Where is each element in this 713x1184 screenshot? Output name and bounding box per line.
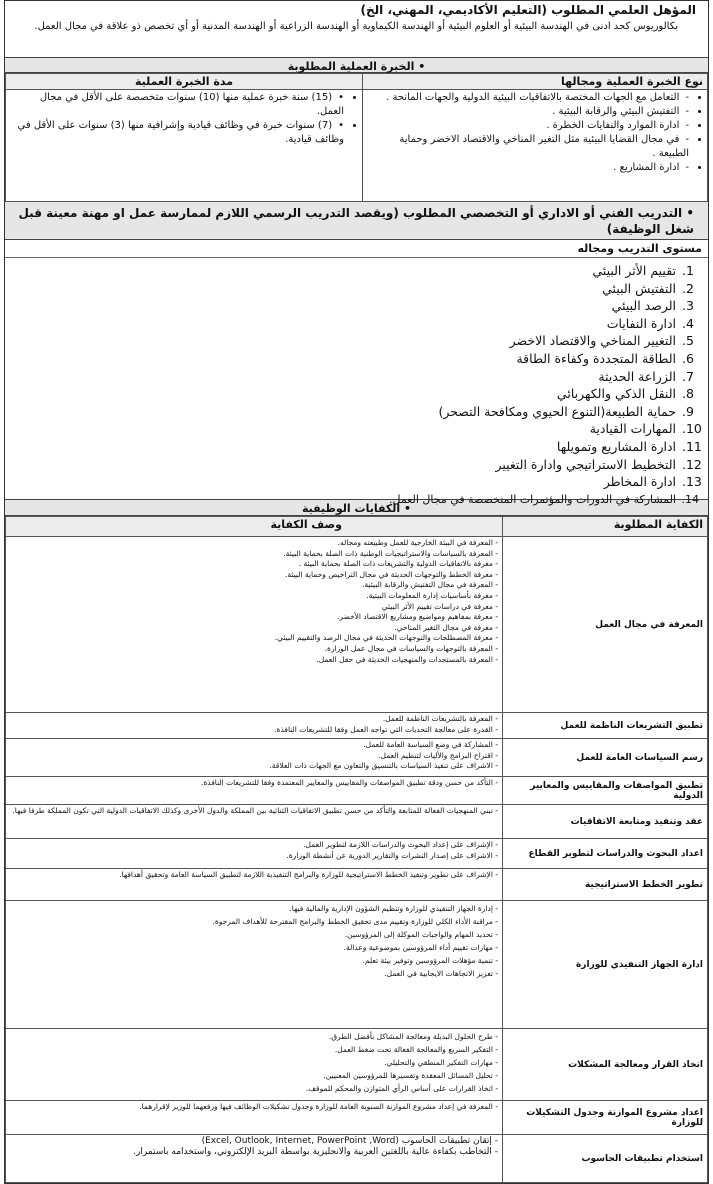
competency-desc-item: - مهارات تقييم أداء المرؤوسين بموضوعية وعدالة. [12,941,498,954]
qualification-title: المؤهل العلمي المطلوب (التعليم الأكاديمي، المهني، الخ) [360,3,696,17]
training-item: 5. التغيير المناخي والاقتصاد الاخضر [5,332,678,350]
experience-types-cell [363,90,708,202]
competency-desc-item: - تبني المنهجيات الفعالة للمتابعة والتأكد من حسن تطبيق الاتفاقيات الثنائية بين المملكة والدول الأخرى وكذلك الاتفاقيات الدولية التي تكون المملكة طرفا فيها. [12,806,498,817]
training-item: 7. الزراعة الحديثة [5,368,678,386]
competency-name: استخدام تطبيقات الحاسوب [503,1135,708,1183]
experience-type-item: - • ادارة الموارد والنفايات الخطرة . [367,119,689,133]
competency-name: اعداد مشروع الموازنة وجدول التشكيلات للوزارة [503,1101,708,1135]
experience-durations-cell [6,90,363,202]
competency-desc-item: - معرفة المصطلحات والتوجهات الحديثة في مجال الرصد والتقييم البيئي. [12,633,498,644]
training-item: 3. الرصد البيئي [5,297,678,315]
competency-desc [6,1101,503,1135]
competencies-title: الكفايات الوظيفية [301,502,401,515]
competency-desc-item: - الاشراف على إصدار النشرات والتقارير الدورية عن أنشطة الوزارة. [12,851,498,862]
training-item: 12. التخطيط الاستراتيجي وادارة التغيير [5,456,678,474]
competency-desc-item: - معرفة بالاتفاقيات الدولية والتشريعات ذات الصلة بحماية البيئة . [12,559,498,570]
competency-desc-item: - مهارات التفكير المنطقي والتحليلي. [12,1056,498,1069]
competency-desc [6,713,503,739]
competency-desc [6,1135,503,1183]
competency-desc [6,839,503,869]
competency-desc [6,805,503,839]
competency-desc-item: - المعرفة في مجال التفتيش والرقابة البيئية. [12,580,498,591]
competency-desc-item: - الإشراف على إعداد البحوث والدراسات اللازمة لتطوير العمل. [12,840,498,851]
qualification-text: بكالوريوس كحد ادنى في الهندسة البيئية أو العلوم البيئية أو الهندسة الكيماوية أو الهندسة الزراعية أو الهندسة المدنية أو أي تخصص ذو علاقة في مجال العمل. [34,21,678,32]
competency-name: اتخاذ القرار ومعالجة المشكلات [503,1029,708,1101]
competency-desc-item: - معرفة في دراسات تقييم الأثر البيئي [12,602,498,613]
competency-name: ادارة الجهاز التنفيذي للوزارة [503,901,708,1029]
competency-desc-item: - معرفة الخطط والتوجهات الحديثة في مجال التراخيص وحماية البيئة. [12,570,498,581]
competency-desc-item: - المعرفة بالسياسات والاستراتيجيات الوطنية ذات الصلة بحماية البيئة. [12,549,498,560]
experience-title: الخبرة العملية المطلوبة [287,60,415,73]
competency-desc-header: وصف الكفاية [6,517,503,537]
competency-desc-item: - طرح الحلول البديلة ومعالجة المشاكل بأفضل الطرق. [12,1030,498,1043]
competency-desc-item: - اقتراح البرامج والأليات لتنظيم العمل. [12,751,498,762]
training-item: 14. المشاركة في الدورات والمؤتمرات المتخصصة في مجال العمل. [5,491,678,509]
competency-desc-item: - المعرفة بالتوجهات والسياسات في مجال عمل الوزارة. [12,644,498,655]
competency-desc-item: - تعزيز الاتجاهات الايجابية في العمل. [12,967,498,980]
competency-desc-item: - تحليل المسائل المعقدة وتفسيرها للمرؤوسين المعنيين. [12,1069,498,1082]
competencies-header: • الكفايات الوظيفية [5,500,708,516]
training-item: 13. ادارة المخاطر [5,473,678,491]
competency-desc-item: - إدارة الجهاز التنفيذي للوزارة وتنظيم الشؤون الإدارية والمالية فيها. [12,902,498,915]
competency-desc-item: - مراقبة الأداء الكلي للوزارة وتقييم مدى تحقيق الخطط والبرامج المقترحة للأهداف المرجوة. [12,915,498,928]
competency-desc [6,901,503,1029]
competency-name: اعداد البحوث والدراسات لتطوير القطاع [503,839,708,869]
competency-desc-item: - تحديد المهام والواجبات الموكلة إلى المرؤوسين. [12,928,498,941]
competency-desc-item: - التفكير السريع والمعالجة الفعالة تحت ضغط العمل. [12,1043,498,1056]
experience-duration-item: • • (7) سنوات خبرة في وظائف قيادية وإشرافية منها (3) سنوات على الأقل في وظائف قيادية. [10,119,344,147]
training-item: 4. ادارة النفايات [5,315,678,333]
competency-desc-item: - التأكد من حسن ودقة تطبيق المواصفات والمقاييس والمعايير المعتمدة وفقا للتشريعات النافذة. [12,778,498,789]
training-level-label: مستوى التدريب ومجاله [5,240,708,258]
competency-name: رسم السياسات العامة للعمل [503,739,708,777]
training-list [5,262,708,508]
training-item: 10. المهارات القيادية [5,420,678,438]
competency-desc [6,537,503,713]
experience-duration-item: • • (15) سنة خبرة عملية منها (10) سنوات متخصصة على الأقل في مجال العمل. [10,91,344,119]
experience-type-item: - • ادارة المشاريع . [367,161,689,175]
competency-desc-item: - المعرفة في البيئة الخارجية للعمل وطبيعته ومجاله. [12,538,498,549]
experience-type-item: - • التفتيش البيئي والرقابة البيئية . [367,105,689,119]
job-description-page [4,0,709,1184]
competency-desc-item: - المشاركة في وضع السياسة العامة للعمل. [12,740,498,751]
training-item: 9. حماية الطبيعة(التنوع الحيوي ومكافحة التصحر) [5,403,678,421]
competency-desc-item: - معرفة في مجال التغير المناخي. [12,623,498,634]
training-header: • التدريب الفني أو الاداري أو التخصصي المطلوب (ويقصد التدريب الرسمي اللازم لممارسة عمل او مهنة معينة قبل شغل الوظيفة) [5,202,708,240]
competency-desc [6,869,503,901]
qualification-section [5,1,708,58]
training-section [5,240,708,506]
experience-type-item: - • في مجال القضايا البيئية مثل التغير المناخي والاقتصاد الاخضر وحماية الطبيعة . [367,133,689,161]
experience-table [5,73,708,202]
experience-type-item: - • التعامل مع الجهات المختصة بالاتفاقيات البيئية الدولية والجهات المانحة . [367,91,689,105]
competency-desc-item: - معرفة بأساسيات إدارة المعلومات البيئية. [12,591,498,602]
competency-desc-item: - التخاطب بكفاءة عالية باللغتين العربية والانجليزية بواسطة البريد الإلكتروني، واستخدامه باستمرار. [12,1147,498,1158]
competency-name: تطوير الخطط الاستراتيجية [503,869,708,901]
competency-desc-item: - المعرفة بالتشريعات الناظمة للعمل. [12,714,498,725]
competency-desc [6,739,503,777]
training-item: 11. ادارة المشاريع وتمويلها [5,438,678,456]
competency-desc [6,777,503,805]
training-item: 2. التفتيش البيئي [5,280,678,298]
training-title: التدريب الفني أو الاداري أو التخصصي المطلوب (ويقصد التدريب الرسمي اللازم لممارسة عمل او مهنة معينة قبل شغل الوظيفة) [18,206,694,236]
training-item: 6. الطاقة المتجددة وكفاءة الطاقة [5,350,678,368]
competency-desc-item: - الاشراف على تنفيذ السياسات بالتنسيق والتعاون مع الجهات ذات العلاقة. [12,761,498,772]
competency-required-header: الكفاية المطلوبة [503,517,708,537]
competency-desc-item: - الإشراف على تطوير وتنفيذ الخطط الاستراتيجية للوزارة والبرامج التنفيذية اللازمة لتطبيق السياسة العامة وتحقيق أهدافها. [12,870,498,881]
competency-name: تطبيق المواصفات والمقاييس والمعايير الدولية [503,777,708,805]
competency-desc-item: - معرفة بمفاهيم ومواضيع ومشاريع الاقتصاد الأخضر. [12,612,498,623]
competencies-table [5,516,708,1183]
competency-desc-item: - تنمية مؤهلات المرؤوسين وتوفير بيئة تعلم. [12,954,498,967]
competency-desc [6,1029,503,1101]
competency-desc-item: - اتخاذ القرارات على أساس الرأي المتوازن والمحكم للموقف. [12,1082,498,1095]
competency-name: عقد وتنفيذ ومتابعة الاتفاقيات [503,805,708,839]
competency-desc-item: - المعرفة في إعداد مشروع الموازنة السنوية العامة للوزارة وجدول تشكيلات الوظائف فيها ورفعهما للوزير لإقرارهما. [12,1102,498,1113]
competency-desc-item: - إتقان تطبيقات الحاسوب (Excel, Outlook, Internet, PowerPoint ,Word) [12,1136,498,1147]
experience-type-header: نوع الخبرة العملية ومجالها [363,74,708,90]
experience-duration-header: مدة الخبرة العملية [6,74,363,90]
competency-desc-item: - القدرة على معالجة التحديات التي تواجه العمل وفقا للتشريعات النافذة. [12,725,498,736]
training-item: 8. النقل الذكي والكهربائي [5,385,678,403]
competency-desc-item: - المعرفة بالمستجدات والمنهجيات الحديثة في حقل العمل. [12,655,498,666]
training-item: 1. تقييم الأثر البيئي [5,262,678,280]
competency-name: المعرفة في مجال العمل [503,537,708,713]
competency-name: تطبيق التشريعات الناظمة للعمل [503,713,708,739]
experience-header: • الخبرة العملية المطلوبة [5,58,708,73]
